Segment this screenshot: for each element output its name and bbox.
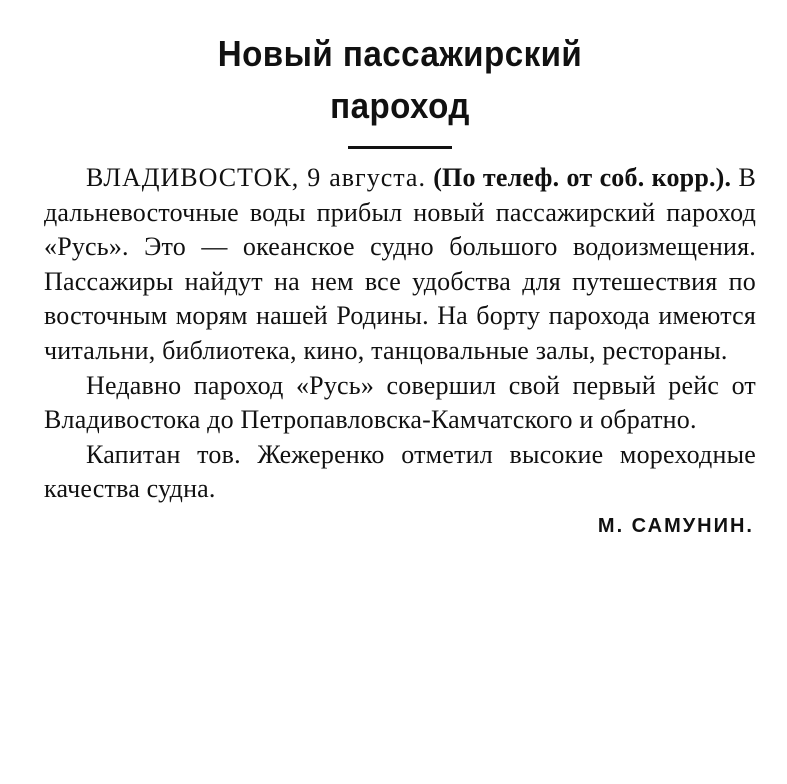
dateline: ВЛАДИВОСТОК, 9 августа. — [86, 163, 426, 192]
author-signature: М. САМУНИН. — [597, 514, 754, 537]
paragraph-3: Капитан тов. Жежеренко отметил высокие мореходные качества судна. — [44, 439, 756, 504]
headline-line-1: Новый пассажирский — [217, 33, 583, 74]
headline-divider — [348, 146, 452, 149]
paragraph-1 — [44, 161, 756, 369]
article-headline — [72, 28, 727, 132]
paragraph-2: Недавно пароход «Русь» совершил свой первый рейс от Владивостока до Петропавловска-Камчатского и обратно. — [44, 370, 756, 435]
source-note: (По телеф. от соб. корр.). — [433, 163, 732, 192]
paragraph-1-text: В дальневосточные воды прибыл новый пассажирский пароход «Русь». Это — океанское судно большого водоизмещения. Пассажиры найдут на нем все удобства для путешествия по восточным морям нашей Родины. На борту парохода имеются читальни, библиотека, кино, танцовальные залы, рестораны. — [44, 163, 757, 365]
headline-line-2: пароход — [330, 85, 470, 126]
news-article — [44, 28, 756, 538]
article-body — [44, 161, 756, 507]
